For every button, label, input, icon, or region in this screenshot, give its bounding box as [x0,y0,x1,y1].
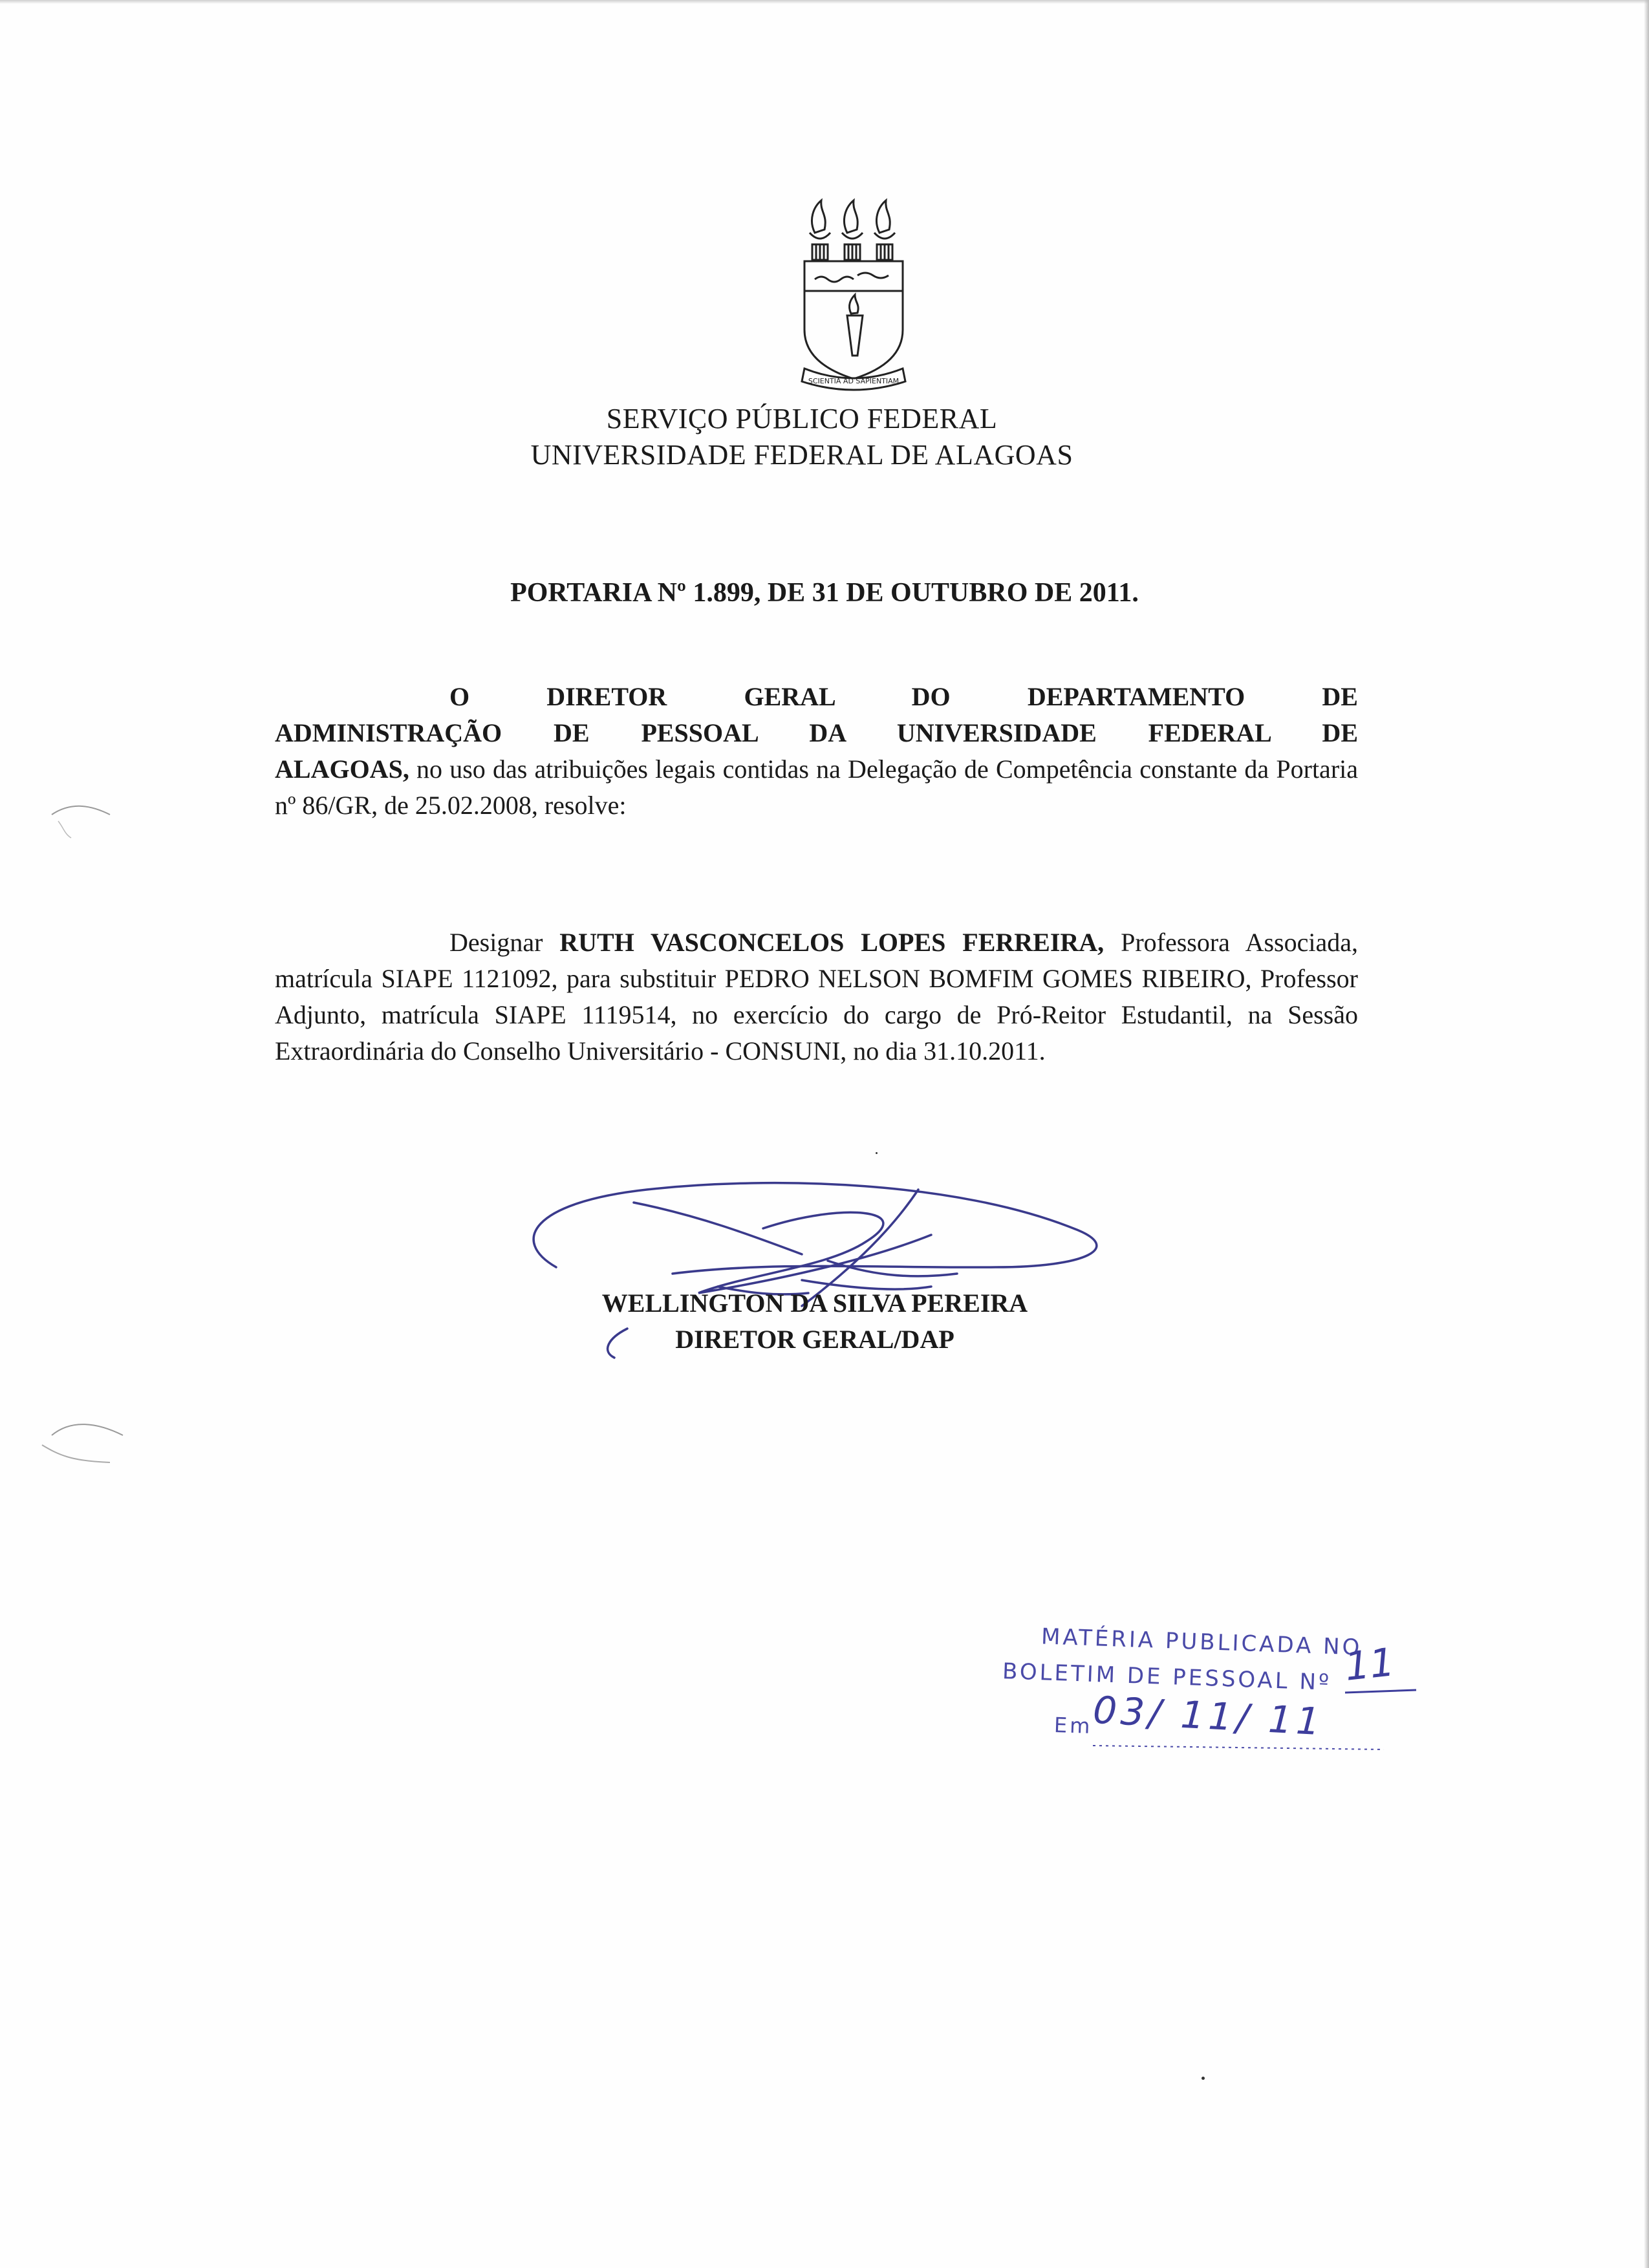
stamp-underline [996,1616,1436,1810]
stamp-line-3: Em [1053,1712,1094,1739]
stamp-handwritten-number: 11 [1342,1640,1397,1690]
stamp-line-2: BOLETIM DE PESSOAL Nº [1002,1658,1332,1696]
preamble-rest: no uso das atribuições legais contidas na Delegação de Competência constante da Portaria nº 86/GR, de 25.02.2008, resolve: [275,754,1358,820]
crest-motto: SCIENTIA AD SAPIENTIAM [808,377,900,385]
university-crest-icon [795,194,912,394]
margin-mark [45,795,123,847]
header-service: SERVIÇO PÚBLICO FEDERAL [606,403,998,434]
scan-speck [876,1152,878,1154]
scan-speck [1202,2077,1205,2080]
resolution-name: RUTH VASCONCELOS LOPES FERREIRA, [559,928,1105,957]
publication-stamp [996,1616,1436,1810]
header-university: UNIVERSIDADE FEDERAL DE ALAGOAS [530,439,1073,471]
resolution-verb: Designar [449,928,560,957]
portaria-title: PORTARIA Nº 1.899, DE 31 DE OUTUBRO DE 2011. [510,578,1139,608]
stamp-handwritten-date: 03/ 11/ 11 [1092,1687,1325,1744]
scan-edge-right [1644,0,1649,2268]
preamble-paragraph [275,679,1358,824]
margin-mark [32,1409,136,1481]
preamble-caps-lead: O DIRETOR GERAL DO DEPARTAMENTO DE ADMINISTRAÇÃO DE PESSOAL DA UNIVERSIDADE FEDERAL DE ALAGOAS, [275,682,1358,784]
resolution-rest: Professora Associada, matrícula SIAPE 1121092, para substituir PEDRO NELSON BOMFIM GOMES RIBEIRO, Professor Adjunto, matrícula SIAPE 1119514, no exercício do cargo de Pró-Reitor Estudantil, na Sessão Extraordinária do Conselho Universitário - CONSUNI, no dia 31.10.2011. [275,928,1358,1065]
scan-edge-top [0,0,1649,4]
signatory-role: DIRETOR GERAL/DAP [675,1325,954,1354]
signatory-name: WELLINGTON DA SILVA PEREIRA [601,1289,1028,1318]
stamp-line-1: MATÉRIA PUBLICADA NO [1040,1623,1363,1661]
resolution-paragraph [275,925,1358,1069]
